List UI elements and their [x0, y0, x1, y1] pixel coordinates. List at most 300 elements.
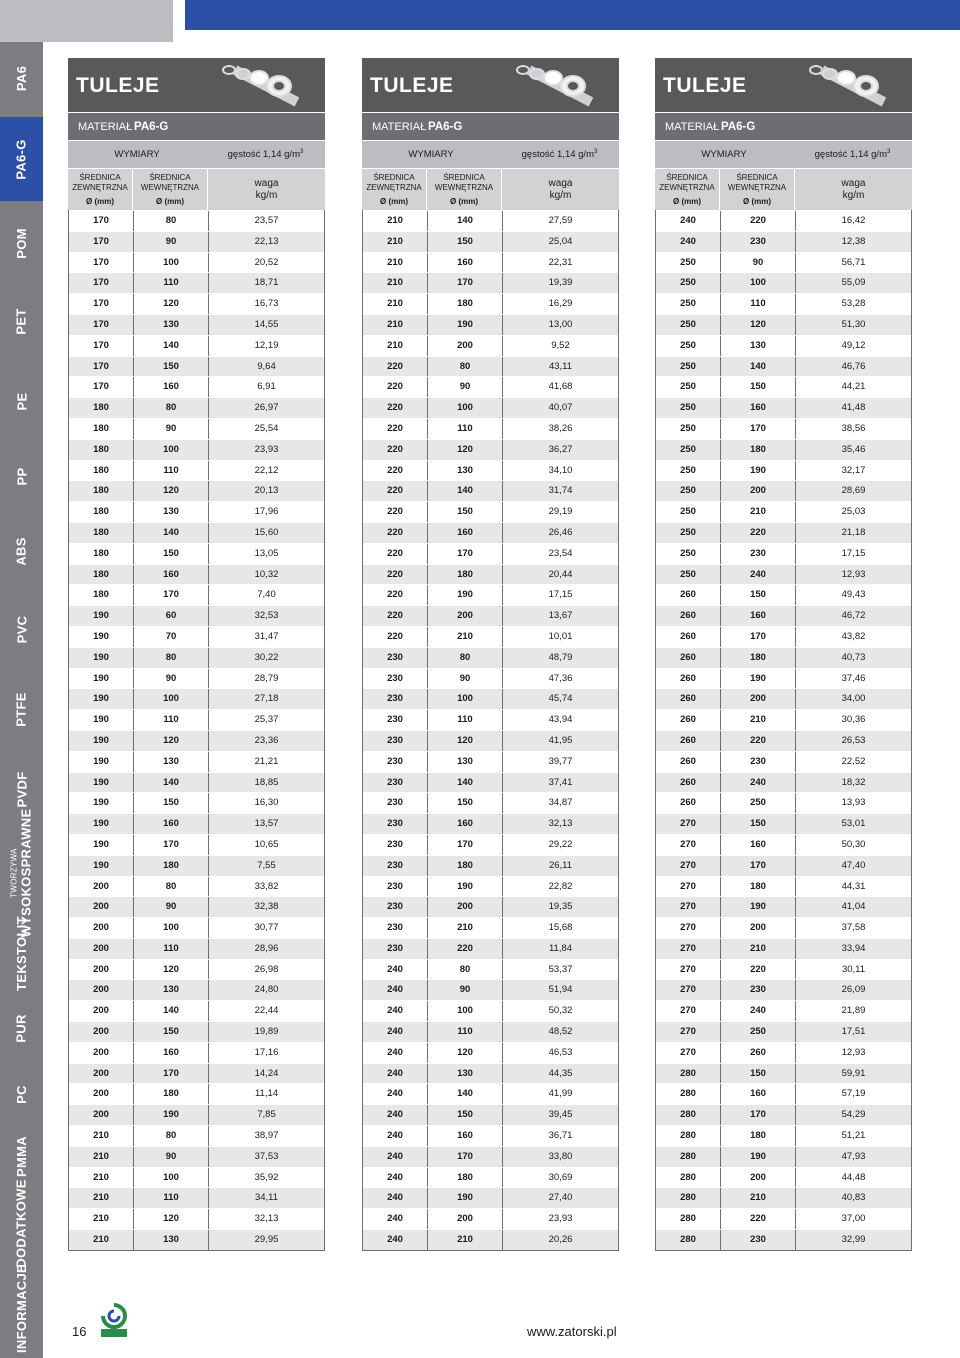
table-row [69, 772, 324, 793]
table-row [363, 876, 618, 897]
weight-cell: 23,36 [254, 734, 279, 746]
table-row [363, 210, 618, 231]
inner-diameter-cell: 210 [428, 627, 503, 647]
weight-cell: 40,07 [548, 402, 573, 414]
inner-diameter-cell: 220 [721, 731, 796, 751]
outer-diameter-cell: 260 [656, 773, 721, 793]
weight-cell: 50,32 [548, 1005, 573, 1017]
tab-pc[interactable] [0, 1066, 43, 1123]
weight-cell: 46,53 [548, 1046, 573, 1058]
weight-cell: 15,60 [254, 526, 279, 538]
outer-diameter-cell: 240 [363, 1230, 428, 1250]
outer-diameter-cell: 220 [363, 502, 428, 522]
inner-diameter-cell: 170 [721, 419, 796, 439]
outer-diameter-cell: 250 [656, 377, 721, 397]
table-row [69, 751, 324, 772]
table-row [69, 480, 324, 501]
tab-label: DODATKOWE [14, 1178, 29, 1268]
inner-diameter-cell: 130 [134, 315, 209, 335]
table-row [363, 855, 618, 876]
inner-diameter-cell: 110 [134, 273, 209, 293]
weight-cell: 41,95 [548, 734, 573, 746]
table-row [363, 1208, 618, 1229]
weight-cell: 16,30 [254, 797, 279, 809]
weight-cell: 12,93 [841, 1046, 866, 1058]
tab-label: PMMA [13, 1135, 29, 1177]
table-row [363, 792, 618, 813]
outer-diameter-cell: 180 [69, 461, 134, 481]
outer-diameter-cell: 260 [656, 606, 721, 626]
table-row [69, 605, 324, 626]
table-row [363, 397, 618, 418]
table-row [69, 1187, 324, 1208]
outer-diameter-cell: 250 [656, 273, 721, 293]
weight-cell: 37,58 [841, 922, 866, 934]
outer-diameter-cell: 240 [656, 232, 721, 252]
weight-cell: 50,30 [841, 838, 866, 850]
outer-diameter-cell: 270 [656, 960, 721, 980]
outer-diameter-cell: 270 [656, 1043, 721, 1063]
tab-label: PE [13, 392, 29, 410]
outer-diameter-cell: 280 [656, 1230, 721, 1250]
inner-diameter-cell: 140 [428, 481, 503, 501]
table-row [656, 751, 911, 772]
outer-diameter-cell: 230 [363, 710, 428, 730]
weight-cell: 22,82 [548, 880, 573, 892]
table-row [69, 1208, 324, 1229]
outer-diameter-cell: 240 [363, 1209, 428, 1229]
outer-diameter-cell: 170 [69, 357, 134, 377]
table-row [363, 1021, 618, 1042]
outer-diameter-cell: 190 [69, 835, 134, 855]
inner-diameter-cell: 140 [428, 1084, 503, 1104]
weight-cell: 13,93 [841, 797, 866, 809]
outer-diameter-cell: 220 [363, 544, 428, 564]
col-outer-diameter: ŚREDNICA ZEWNĘTRZNA Ø (mm) [362, 169, 427, 210]
weight-cell: 20,52 [254, 256, 279, 268]
inner-diameter-cell: 90 [134, 669, 209, 689]
weight-cell: 20,44 [548, 568, 573, 580]
outer-diameter-cell: 240 [363, 1064, 428, 1084]
table-row [656, 1042, 911, 1063]
inner-diameter-cell: 110 [428, 710, 503, 730]
inner-diameter-cell: 190 [428, 585, 503, 605]
table-row [656, 1000, 911, 1021]
weight-cell: 33,80 [548, 1150, 573, 1162]
weight-cell: 36,27 [548, 443, 573, 455]
table-row [69, 1021, 324, 1042]
outer-diameter-cell: 280 [656, 1188, 721, 1208]
material-row [362, 113, 619, 140]
weight-cell: 34,10 [548, 464, 573, 476]
inner-diameter-cell: 80 [134, 877, 209, 897]
weight-cell: 37,41 [548, 776, 573, 788]
table-row [656, 272, 911, 293]
weight-cell: 19,39 [548, 277, 573, 289]
weight-cell: 43,94 [548, 714, 573, 726]
table-row [656, 252, 911, 273]
outer-diameter-cell: 210 [363, 315, 428, 335]
column-headers [655, 169, 912, 210]
tab-dodatkowe[interactable] [0, 1178, 43, 1268]
inner-diameter-cell: 110 [134, 710, 209, 730]
inner-diameter-cell: 220 [428, 939, 503, 959]
table-row [656, 668, 911, 689]
material-label: MATERIAŁ [665, 120, 720, 133]
tab-label: TWORZYWA WYSOKOSPRAWNE [9, 808, 34, 938]
table-row [656, 501, 911, 522]
inner-diameter-cell: 120 [134, 1209, 209, 1229]
weight-cell: 17,15 [548, 589, 573, 601]
weight-cell: 36,71 [548, 1130, 573, 1142]
table-row [656, 938, 911, 959]
table-row [656, 688, 911, 709]
inner-diameter-cell: 120 [134, 481, 209, 501]
inner-diameter-cell: 150 [428, 1105, 503, 1125]
outer-diameter-cell: 210 [69, 1188, 134, 1208]
weight-cell: 26,09 [841, 984, 866, 996]
outer-diameter-cell: 190 [69, 752, 134, 772]
weight-cell: 26,53 [841, 734, 866, 746]
inner-diameter-cell: 150 [134, 1022, 209, 1042]
weight-cell: 44,35 [548, 1067, 573, 1079]
website-url[interactable]: www.zatorski.pl [527, 1324, 617, 1339]
tab-tekstolit[interactable] [0, 917, 43, 990]
weight-cell: 33,82 [254, 880, 279, 892]
outer-diameter-cell: 260 [656, 585, 721, 605]
inner-diameter-cell: 200 [428, 336, 503, 356]
tab-label: PTFE [14, 691, 29, 727]
inner-diameter-cell: 170 [428, 1147, 503, 1167]
tab-pp[interactable] [0, 440, 43, 512]
inner-diameter-cell: 140 [134, 773, 209, 793]
inner-diameter-cell: 80 [134, 648, 209, 668]
inner-diameter-cell: 150 [721, 377, 796, 397]
table-row [69, 647, 324, 668]
outer-diameter-cell: 200 [69, 1084, 134, 1104]
inner-diameter-cell: 210 [428, 918, 503, 938]
outer-diameter-cell: 220 [363, 357, 428, 377]
inner-diameter-cell: 200 [428, 897, 503, 917]
tab-pvc[interactable] [0, 590, 43, 668]
weight-cell: 39,45 [548, 1109, 573, 1121]
weight-cell: 44,48 [841, 1171, 866, 1183]
weight-cell: 6,91 [257, 381, 276, 393]
outer-diameter-cell: 190 [69, 793, 134, 813]
tab-informacje[interactable] [0, 1259, 43, 1358]
outer-diameter-cell: 230 [363, 897, 428, 917]
outer-diameter-cell: 180 [69, 440, 134, 460]
table-row [363, 231, 618, 252]
table-row [656, 1104, 911, 1125]
outer-diameter-cell: 220 [363, 627, 428, 647]
table-row [69, 1229, 324, 1250]
weight-cell: 10,65 [254, 838, 279, 850]
inner-diameter-cell: 130 [134, 1230, 209, 1250]
table-row [69, 959, 324, 980]
weight-cell: 22,52 [841, 755, 866, 767]
col-inner-diameter: ŚREDNICA WEWNĘTRZNA Ø (mm) [720, 169, 795, 210]
inner-diameter-cell: 170 [428, 273, 503, 293]
table-row [363, 668, 618, 689]
inner-diameter-cell: 180 [134, 1084, 209, 1104]
table-row [363, 1146, 618, 1167]
outer-diameter-cell: 270 [656, 897, 721, 917]
inner-diameter-cell: 90 [134, 232, 209, 252]
dimensions-label: WYMIARY [701, 149, 747, 160]
tab-pe[interactable] [0, 364, 43, 438]
outer-diameter-cell: 210 [69, 1230, 134, 1250]
outer-diameter-cell: 220 [363, 419, 428, 439]
tab-pet[interactable] [0, 282, 43, 360]
weight-cell: 19,35 [548, 901, 573, 913]
outer-diameter-cell: 280 [656, 1147, 721, 1167]
product-table-2 [362, 58, 619, 1251]
weight-cell: 37,46 [841, 672, 866, 684]
outer-diameter-cell: 250 [656, 294, 721, 314]
page-number: 16 [72, 1324, 87, 1339]
table-row [69, 356, 324, 377]
inner-diameter-cell: 130 [428, 1064, 503, 1084]
inner-diameter-cell: 200 [721, 1168, 796, 1188]
tab-pur[interactable] [0, 992, 43, 1064]
inner-diameter-cell: 80 [134, 211, 209, 231]
inner-diameter-cell: 250 [721, 1022, 796, 1042]
weight-cell: 41,99 [548, 1088, 573, 1100]
table-row [69, 252, 324, 273]
weight-cell: 57,19 [841, 1088, 866, 1100]
inner-diameter-cell: 210 [721, 502, 796, 522]
outer-diameter-cell: 270 [656, 939, 721, 959]
table-row [656, 543, 911, 564]
inner-diameter-cell: 70 [134, 627, 209, 647]
outer-diameter-cell: 180 [69, 502, 134, 522]
weight-cell: 18,32 [841, 776, 866, 788]
tab-label: POM [13, 227, 29, 259]
product-table-3 [655, 58, 912, 1251]
outer-diameter-cell: 270 [656, 918, 721, 938]
inner-diameter-cell: 150 [721, 1064, 796, 1084]
tab-pmma[interactable] [0, 1125, 43, 1187]
weight-cell: 44,21 [841, 381, 866, 393]
outer-diameter-cell: 250 [656, 565, 721, 585]
table-row [69, 1125, 324, 1146]
tab-pa6[interactable] [0, 42, 43, 115]
weight-cell: 48,52 [548, 1026, 573, 1038]
table-row [363, 709, 618, 730]
inner-diameter-cell: 160 [721, 606, 796, 626]
table-row [656, 418, 911, 439]
table-row [363, 1125, 618, 1146]
material-value: PA6-G [428, 120, 463, 133]
outer-diameter-cell: 240 [363, 960, 428, 980]
table-row [656, 439, 911, 460]
table-row [656, 1063, 911, 1084]
weight-cell: 30,22 [254, 651, 279, 663]
table-row [363, 335, 618, 356]
weight-cell: 53,28 [841, 298, 866, 310]
inner-diameter-cell: 150 [721, 814, 796, 834]
table-row [656, 792, 911, 813]
inner-diameter-cell: 240 [721, 1001, 796, 1021]
outer-diameter-cell: 280 [656, 1105, 721, 1125]
outer-diameter-cell: 220 [363, 377, 428, 397]
outer-diameter-cell: 280 [656, 1126, 721, 1146]
inner-diameter-cell: 80 [134, 398, 209, 418]
table-row [69, 917, 324, 938]
outer-diameter-cell: 190 [69, 627, 134, 647]
outer-diameter-cell: 170 [69, 232, 134, 252]
weight-cell: 51,94 [548, 984, 573, 996]
inner-diameter-cell: 170 [721, 856, 796, 876]
outer-diameter-cell: 190 [69, 731, 134, 751]
outer-diameter-cell: 230 [363, 918, 428, 938]
outer-diameter-cell: 270 [656, 835, 721, 855]
table-row [656, 584, 911, 605]
weight-cell: 21,21 [254, 755, 279, 767]
inner-diameter-cell: 190 [721, 669, 796, 689]
inner-diameter-cell: 180 [134, 856, 209, 876]
company-logo [100, 1303, 128, 1339]
table-row [69, 1104, 324, 1125]
outer-diameter-cell: 210 [363, 294, 428, 314]
outer-diameter-cell: 180 [69, 585, 134, 605]
outer-diameter-cell: 210 [363, 253, 428, 273]
col-outer-diameter: ŚREDNICA ZEWNĘTRZNA Ø (mm) [68, 169, 133, 210]
weight-cell: 31,74 [548, 485, 573, 497]
table-row [363, 959, 618, 980]
weight-cell: 14,55 [254, 318, 279, 330]
outer-diameter-cell: 190 [69, 648, 134, 668]
inner-diameter-cell: 130 [134, 502, 209, 522]
weight-cell: 27,18 [254, 693, 279, 705]
top-gray-strip [0, 0, 173, 42]
col-weight: waga kg/m [548, 177, 573, 201]
col-inner-diameter: ŚREDNICA WEWNĘTRZNA Ø (mm) [133, 169, 208, 210]
tab-label: PET [14, 307, 29, 335]
tab-abs[interactable] [0, 514, 43, 588]
weight-cell: 22,13 [254, 235, 279, 247]
inner-diameter-cell: 110 [134, 939, 209, 959]
table-row [656, 626, 911, 647]
col-inner-diameter: ŚREDNICA WEWNĘTRZNA Ø (mm) [427, 169, 502, 210]
outer-diameter-cell: 250 [656, 357, 721, 377]
inner-diameter-cell: 180 [428, 294, 503, 314]
density-label: gęstość 1,14 $g/m^3$ [814, 148, 891, 161]
inner-diameter-cell: 190 [428, 1188, 503, 1208]
inner-diameter-cell: 120 [428, 731, 503, 751]
outer-diameter-cell: 250 [656, 502, 721, 522]
table-title: TULEJE [663, 74, 747, 97]
inner-diameter-cell: 180 [428, 1168, 503, 1188]
outer-diameter-cell: 230 [363, 648, 428, 668]
tab-pom[interactable] [0, 205, 43, 281]
outer-diameter-cell: 200 [69, 1001, 134, 1021]
table-row [69, 1063, 324, 1084]
tab-label: ABS [13, 536, 29, 566]
outer-diameter-cell: 280 [656, 1209, 721, 1229]
weight-cell: 54,29 [841, 1109, 866, 1121]
inner-diameter-cell: 90 [428, 669, 503, 689]
table-row [69, 855, 324, 876]
table-row [69, 1146, 324, 1167]
table-row [656, 834, 911, 855]
table-row [656, 605, 911, 626]
inner-diameter-cell: 140 [134, 336, 209, 356]
weight-cell: 38,56 [841, 422, 866, 434]
inner-diameter-cell: 170 [134, 1064, 209, 1084]
table-row [363, 917, 618, 938]
table-row [69, 792, 324, 813]
outer-diameter-cell: 240 [363, 1105, 428, 1125]
weight-cell: 46,76 [841, 360, 866, 372]
table-row [363, 1187, 618, 1208]
weight-cell: 59,91 [841, 1067, 866, 1079]
inner-diameter-cell: 110 [134, 1188, 209, 1208]
table-row [656, 1146, 911, 1167]
inner-diameter-cell: 180 [721, 648, 796, 668]
outer-diameter-cell: 230 [363, 793, 428, 813]
outer-diameter-cell: 190 [69, 814, 134, 834]
material-value: PA6-G [721, 120, 756, 133]
weight-cell: 47,40 [841, 859, 866, 871]
weight-cell: 23,54 [548, 547, 573, 559]
outer-diameter-cell: 200 [69, 980, 134, 1000]
tab-wysokosprawne[interactable] [0, 808, 43, 938]
weight-cell: 48,79 [548, 651, 573, 663]
outer-diameter-cell: 240 [363, 1168, 428, 1188]
outer-diameter-cell: 240 [656, 211, 721, 231]
table-row [69, 564, 324, 585]
weight-cell: 26,97 [254, 402, 279, 414]
inner-diameter-cell: 120 [134, 294, 209, 314]
outer-diameter-cell: 250 [656, 419, 721, 439]
inner-diameter-cell: 180 [721, 1126, 796, 1146]
weight-cell: 35,46 [841, 443, 866, 455]
outer-diameter-cell: 260 [656, 627, 721, 647]
weight-cell: 25,54 [254, 422, 279, 434]
dimensions-row [362, 141, 619, 168]
inner-diameter-cell: 250 [721, 793, 796, 813]
material-row [68, 113, 325, 140]
inner-diameter-cell: 100 [134, 253, 209, 273]
product-table-1 [68, 58, 325, 1251]
outer-diameter-cell: 190 [69, 669, 134, 689]
tab-pa6-g[interactable] [0, 117, 43, 201]
inner-diameter-cell: 200 [428, 1209, 503, 1229]
tab-ptfe[interactable] [0, 670, 43, 748]
table-title: TULEJE [370, 74, 454, 97]
inner-diameter-cell: 140 [721, 357, 796, 377]
table-row [363, 772, 618, 793]
outer-diameter-cell: 210 [69, 1147, 134, 1167]
col-outer-diameter: ŚREDNICA ZEWNĘTRZNA Ø (mm) [655, 169, 720, 210]
table-row [69, 626, 324, 647]
weight-cell: 32,13 [254, 1213, 279, 1225]
inner-diameter-cell: 170 [428, 544, 503, 564]
table-row [656, 522, 911, 543]
weight-cell: 7,55 [257, 859, 276, 871]
table-row [656, 1167, 911, 1188]
outer-diameter-cell: 260 [656, 710, 721, 730]
weight-cell: 14,24 [254, 1067, 279, 1079]
inner-diameter-cell: 90 [134, 419, 209, 439]
table-row [656, 979, 911, 1000]
tab-label: INFORMACJE [14, 1264, 30, 1353]
table-row [656, 1229, 911, 1250]
tab-label: PUR [13, 1013, 29, 1043]
inner-diameter-cell: 170 [134, 835, 209, 855]
